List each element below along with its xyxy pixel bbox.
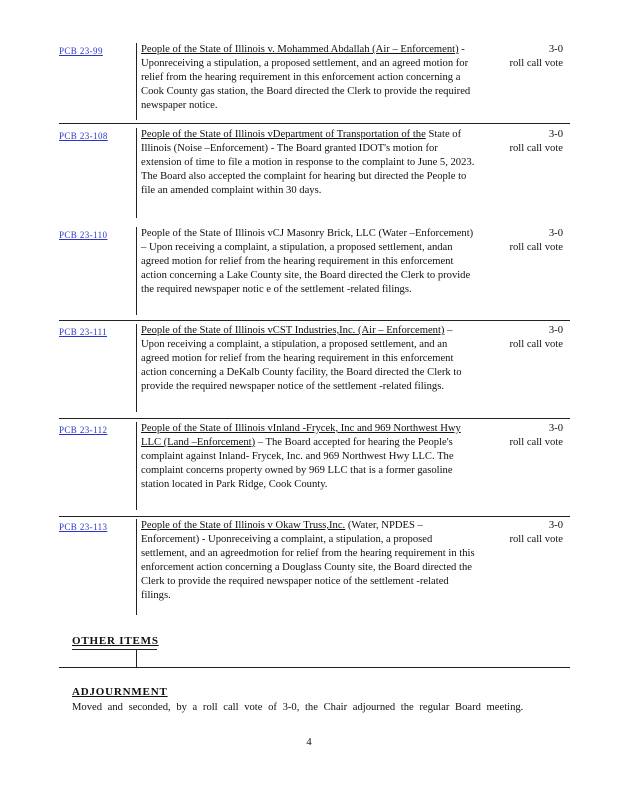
case-description (141, 519, 476, 602)
row-separator (59, 320, 570, 321)
vote-label: roll call vote (509, 57, 563, 69)
row-separator (59, 418, 570, 419)
case-summary: – Upon receiving a complaint, a stipulation, a proposed settlement, and an agreed motion for relief from the hearing requirement in this enforcement action concerning a DeKalb County facility, the Board directed the Clerk to provide the required newspaper notice of the settlement -related filings. (141, 325, 462, 392)
case-description (141, 43, 476, 113)
vote-result (496, 519, 563, 547)
case-summary: (Water, NPDES – Enforcement) - Uponreceiving a complaint, a stipulation, a proposed settlement, and an agreedmotion for relief from the hearing requirement in this enforcement action concerning a Douglass County site, the Board directed the Clerk to provide the required newspaper notice of the settlement -related filings. (141, 520, 475, 601)
case-title: People of the State of Illinois v Okaw Truss,Inc. (141, 520, 346, 531)
vote-count: 3-0 (548, 520, 563, 531)
vote-label: roll call vote (509, 241, 563, 253)
column-divider (136, 227, 137, 315)
vote-label: roll call vote (509, 338, 563, 350)
column-divider (136, 128, 137, 218)
column-divider (136, 324, 137, 412)
section-rule (72, 649, 157, 650)
vote-result (496, 43, 563, 71)
row-separator (59, 516, 570, 517)
case-number-link[interactable]: PCB 23-113 (59, 522, 108, 532)
row-separator (59, 123, 570, 124)
case-summary: State of Illinois (Noise –Enforcement) - The Board granted IDOT's motion for extension of time to file a motion in response to the complaint to June 5, 2023. The Board also accepted the complaint for hearing but directed the People to file an amended complaint within 30 days. (141, 129, 475, 196)
adjournment-heading: ADJOURNMENT (72, 686, 168, 698)
other-items-divider (136, 649, 137, 667)
vote-label: roll call vote (509, 436, 563, 448)
case-description (141, 227, 476, 297)
vote-result (496, 227, 563, 255)
vote-result (496, 422, 563, 450)
column-divider (136, 519, 137, 615)
vote-label: roll call vote (509, 142, 563, 154)
other-items-heading: OTHER ITEMS (72, 635, 159, 647)
case-number-link[interactable]: PCB 23-110 (59, 230, 108, 240)
case-description (141, 128, 476, 198)
case-number-link[interactable]: PCB 23-111 (59, 327, 108, 337)
vote-count: 3-0 (548, 423, 563, 434)
vote-count: 3-0 (548, 129, 563, 140)
section-rule (59, 667, 570, 668)
vote-result (496, 128, 563, 156)
adjournment-text: Moved and seconded, by a roll call vote of 3-0, the Chair adjourned the regular Board meeting. (72, 702, 524, 713)
vote-count: 3-0 (548, 228, 563, 239)
case-summary: – The Board accepted for hearing the People's complaint against Inland- Frycek, Inc. and 969 Northwest Hwy LLC. The complaint concerns property owned by 969 LLC that is a former gasoline station located in Park Ridge, Cook County. (141, 436, 454, 490)
case-title: People of the State of Illinois vCST Industries,Inc. (Air – Enforcement) (141, 325, 445, 336)
case-number-link[interactable]: PCB 23-112 (59, 425, 108, 435)
case-title: People of the State of Illinois v. Mohammed Abdallah (Air – Enforcement) (141, 44, 459, 55)
case-summary: - Uponreceiving a stipulation, a proposed settlement, and an agreed motion for relief from the hearing requirement in this enforcement action concerning a Cook County gas station, the Board directed the Clerk to provide the required newspaper notice. (141, 44, 471, 111)
case-title: People of the State of Illinois vInland -Frycek, Inc and 969 Northwest Hwy LLC (Land –Enforcement) (141, 423, 461, 448)
page-number: 4 (306, 737, 312, 748)
vote-result (496, 324, 563, 352)
vote-count: 3-0 (548, 44, 563, 55)
vote-label: roll call vote (509, 533, 563, 545)
case-description (141, 422, 476, 492)
case-description (141, 324, 476, 394)
case-title: People of the State of Illinois vDepartment of Transportation of the (141, 129, 426, 140)
column-divider (136, 43, 137, 120)
column-divider (136, 422, 137, 510)
case-number-link[interactable]: PCB 23-108 (59, 131, 108, 141)
case-number-link[interactable]: PCB 23-99 (59, 46, 103, 56)
case-summary: People of the State of Illinois vCJ Masonry Brick, LLC (Water –Enforcement) – Upon receiving a complaint, a stipulation, a proposed settlement, andan agreed motion for relief from the hearing requirement in this enforcement action concerning a Lake County site, the Board directed the Clerk to provide the required newspaper notic e of the settlement -related filings. (141, 228, 474, 295)
vote-count: 3-0 (548, 325, 563, 336)
